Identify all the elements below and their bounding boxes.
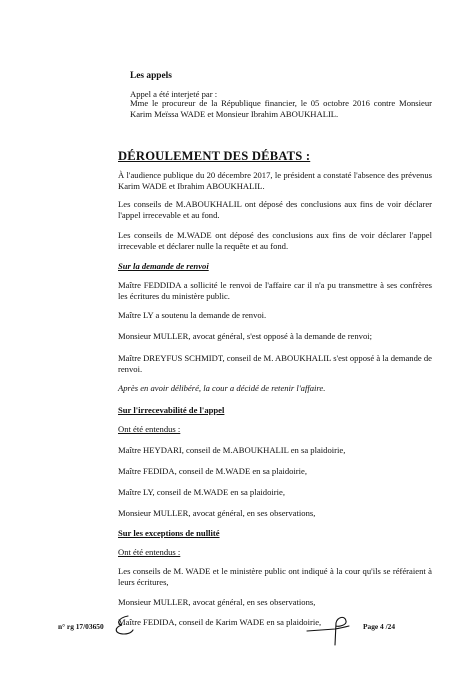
irrecevabilite-item-2: Maître FEDIDA, conseil de M.WADE en sa plaidoirie, bbox=[118, 466, 308, 476]
deroulement-paragraph-2: Les conseils de M.ABOUKHALIL ont déposé des conclusions aux fins de voir déclarer l'appel irrecevable et au fond. bbox=[118, 199, 432, 220]
appels-heading: Les appels bbox=[130, 71, 172, 81]
initials-signature-right bbox=[305, 609, 365, 649]
nullite-paragraph-2: Monsieur MULLER, avocat général, en ses observations, bbox=[118, 597, 316, 607]
nullite-paragraph-1: Les conseils de M. WADE et le ministère public ont indiqué à la cour qu'ils se référaient à leurs écritures, bbox=[118, 566, 432, 587]
irrecevabilite-item-4: Monsieur MULLER, avocat général, en ses observations, bbox=[118, 508, 316, 518]
nullite-paragraph-3: Maître FEDIDA, conseil de Karim WADE en sa plaidoirie, bbox=[118, 617, 322, 627]
nullite-heading: Sur les exceptions de nullité bbox=[118, 528, 220, 538]
renvoi-paragraph-4: Maître DREYFUS SCHMIDT, conseil de M. ABOUKHALIL s'est opposé à la demande de renvoi. bbox=[118, 353, 432, 374]
renvoi-heading: Sur la demande de renvoi bbox=[118, 261, 209, 271]
initials-signature-left bbox=[108, 610, 138, 640]
irrecevabilite-item-1: Maître HEYDARI, conseil de M.ABOUKHALIL en sa plaidoirie, bbox=[118, 445, 346, 455]
appels-intro: Appel a été interjeté par : bbox=[130, 89, 218, 99]
footer-page-number: Page 4 /24 bbox=[363, 622, 396, 631]
deroulement-heading: DÉROULEMENT DES DÉBATS : bbox=[118, 149, 311, 163]
renvoi-paragraph-3: Monsieur MULLER, avocat général, s'est opposé à la demande de renvoi; bbox=[118, 331, 373, 341]
appels-text: Mme le procureur de la République financier, le 05 octobre 2016 contre Monsieur Karim Meïssa WADE et Monsieur Ibrahim ABOUKHALIL. bbox=[130, 98, 432, 119]
footer-case-number: n° rg 17/03650 bbox=[58, 622, 104, 631]
irrecevabilite-heading: Sur l'irrecevabilité de l'appel bbox=[118, 405, 225, 415]
renvoi-deliberation: Après en avoir délibéré, la cour a décidé de retenir l'affaire. bbox=[118, 383, 326, 393]
nullite-entendus: Ont été entendus : bbox=[118, 547, 181, 557]
deroulement-paragraph-3: Les conseils de M.WADE ont déposé des conclusions aux fins de voir déclarer l'appel irrecevable et déclarer nulle la requête et au fond. bbox=[118, 230, 432, 251]
irrecevabilite-entendus: Ont été entendus : bbox=[118, 424, 181, 434]
deroulement-paragraph-1: À l'audience publique du 20 décembre 2017, le président a constaté l'absence des prévenus Karim WADE et Ibrahim ABOUKHALIL. bbox=[118, 170, 432, 191]
renvoi-paragraph-2: Maître LY a soutenu la demande de renvoi. bbox=[118, 310, 267, 320]
irrecevabilite-item-3: Maître LY, conseil de M.WADE en sa plaidoirie, bbox=[118, 487, 285, 497]
renvoi-paragraph-1: Maître FEDDIDA a sollicité le renvoi de l'affaire car il n'a pu transmettre à ses confrères les écritures du ministère public. bbox=[118, 280, 432, 301]
